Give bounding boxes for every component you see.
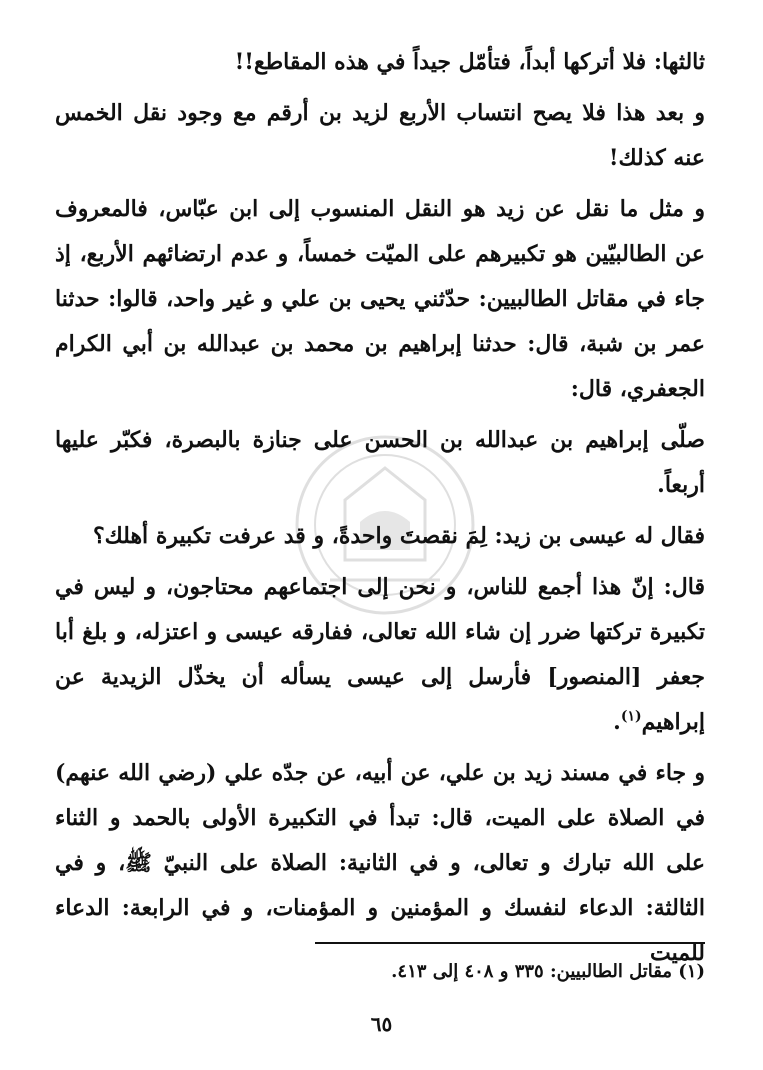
footnote: (١) مقاتل الطالبيين: ٣٣٥ و ٤٠٨ إلى ٤١٣. bbox=[391, 961, 705, 982]
footnote-reference[interactable]: (١) bbox=[620, 708, 642, 725]
paragraph-6-text: قال: إنّ هذا أجمع للناس، و نحن إلى اجتماعهم محتاجون، و ليس في تكبيرة تركتها ضرر إن شاء الله تعالى، ففارقه عيسى و اعتزله، و بلغ أبا جعفر [المنصور] فأرسل إلى عيسى يسأله أن يخذّل الزيدية عن إبراهيم bbox=[55, 574, 705, 735]
paragraph-2: و بعد هذا فلا يصح انتساب الأربع لزيد بن أرقم مع وجود نقل الخمس عنه كذلك! bbox=[55, 100, 705, 171]
paragraph-7: و جاء في مسند زيد بن علي، عن أبيه، عن جدّه علي (رضي الله عنهم) في الصلاة على الميت، قال: تبدأ في التكبيرة الأولى بالحمد و الثناء على الله تبارك و تعالى، و في الثانية: الصلاة على النبيّ ﷺ، و في الثالثة: الدعاء لنفسك و المؤمنين و المؤمنات، و في الرابعة: الدعاء للميت bbox=[55, 760, 705, 966]
paragraph-6 bbox=[55, 565, 705, 745]
paragraph-6-end: . bbox=[613, 709, 621, 735]
paragraph-1: ثالثها: فلا أتركها أبداً، فتأمّل جيداً في هذه المقاطع!! bbox=[234, 49, 705, 75]
paragraph-5: فقال له عيسى بن زيد: لِمَ نقصتَ واحدةً، و قد عرفت تكبيرة أهلك؟ bbox=[92, 523, 705, 549]
footnote-divider bbox=[315, 942, 705, 944]
page-number: ٦٥ bbox=[370, 1012, 393, 1036]
main-text bbox=[55, 40, 705, 982]
paragraph-4: صلّى إبراهيم بن عبدالله بن الحسن على جنازة بالبصرة، فكبّر عليها أربعاً. bbox=[55, 427, 705, 498]
paragraph-3: و مثل ما نقل عن زيد هو النقل المنسوب إلى ابن عبّاس، فالمعروف عن الطالبيّين هو تكبيرهم على الميّت خمساً، و عدم ارتضائهم الأربع، إذ جاء في مقاتل الطالبيين: حدّثني يحيى بن علي و غير واحد، قالوا: حدثنا عمر بن شبة، قال: حدثنا إبراهيم بن محمد بن عبدالله بن أبي الكرام الجعفري، قال: bbox=[55, 196, 705, 402]
